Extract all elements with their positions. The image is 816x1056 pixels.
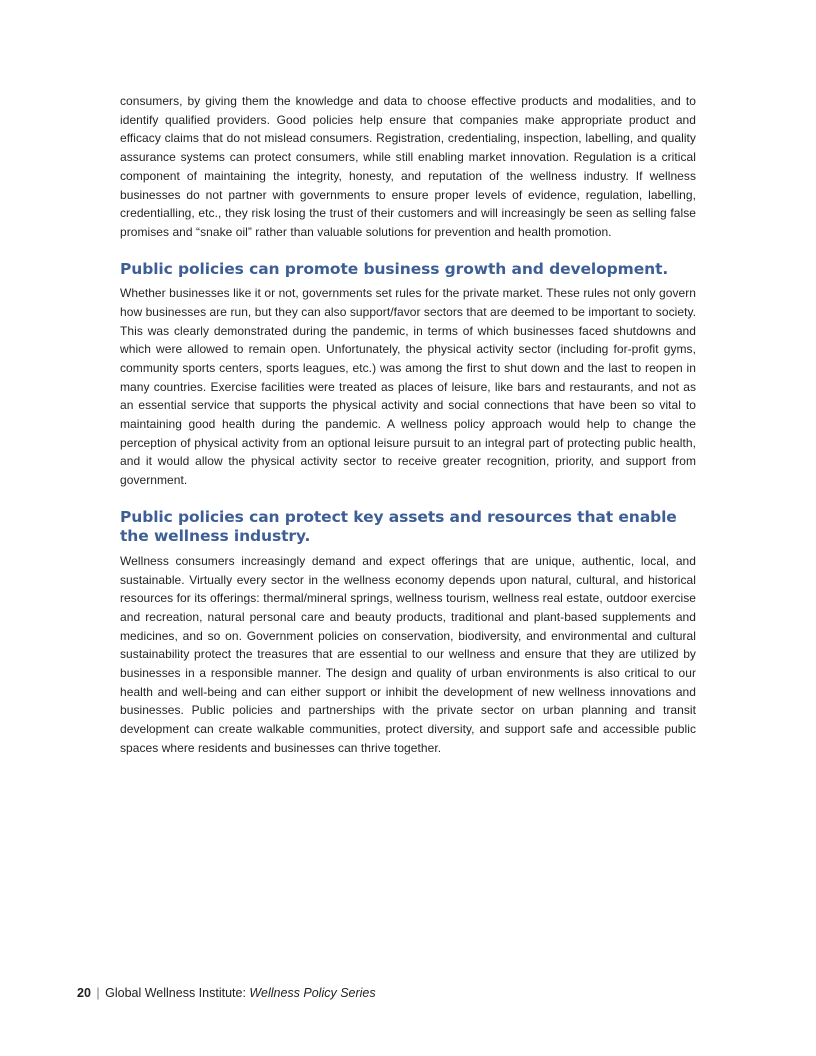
footer-publisher: Global Wellness Institute: [105,986,246,1000]
page-footer [77,985,376,1001]
body-paragraph-key-assets: Wellness consumers increasingly demand and expect offerings that are unique, authentic, local, and sustainable. Virtually every sector in the wellness economy depends upon natural, cultural, and historical resources for its offerings: thermal/mineral springs, wellness tourism, wellness real estate, outdoor exercise and recreation, natural personal care and beauty products, traditional and plant-based supplements and medicines, and so on. Government policies on conservation, biodiversity, and environmental and cultural sustainability protect the treasures that are essential to our wellness and ensure that they are utilized by businesses in a responsible manner. The design and quality of urban environments is also critical to our health and well-being and can either support or inhibit the development of new wellness innovations and businesses. Public policies and partnerships with the private sector on urban planning and transit development can create walkable communities, protect diversity, and support safe and accessible public spaces where residents and businesses can thrive together. [120,553,696,755]
page-number: 20 [77,986,91,1000]
page-content [120,92,696,758]
footer-separator: | [96,986,100,1000]
section-heading-business-growth: Public policies can promote business growth and development. [120,259,669,278]
body-paragraph-business-growth: Whether businesses like it or not, governments set rules for the private market. These rules not only govern how businesses are run, but they can also support/favor sectors that are deemed to be important to society. This was clearly demonstrated during the pandemic, in terms of which businesses faced shutdowns and which were allowed to remain open. Unfortunately, the physical activity sector (including for-profit gyms, community sports centers, sports leagues, etc.) was among the first to shut down and the last to reopen in many countries. Exercise facilities were treated as places of leisure, like bars and restaurants, and not as an essential service that supports the physical activity and social connections that have been so vital to maintaining good health during the pandemic. A wellness policy approach would help to change the perception of physical activity from an optional leisure pursuit to an integral part of protecting public health, and it would allow the physical activity sector to receive greater recognition, priority, and support from government. [120,286,696,488]
footer-series-title: Wellness Policy Series [249,986,376,1000]
body-paragraph-consumer-protection: consumers, by giving them the knowledge and data to choose effective products and modalities, and to identify qualified providers. Good policies help ensure that companies make appropriate product and efficacy claims that do not mislead consumers. Registration, credentialing, inspection, labelling, and quality assurance systems can protect consumers, while still enabling market innovation. Regulation is a critical component of maintaining the integrity, honesty, and reputation of the wellness industry. If wellness businesses do not partner with governments to ensure proper levels of evidence, regulation, labelling, credentialling, etc., they risk losing the trust of their customers and will increasingly be seen as selling false promises and “snake oil” rather than valuable solutions for prevention and health promotion. [120,94,696,239]
section-heading-key-assets: Public policies can protect key assets and resources that enable the wellness industry. [120,507,677,546]
